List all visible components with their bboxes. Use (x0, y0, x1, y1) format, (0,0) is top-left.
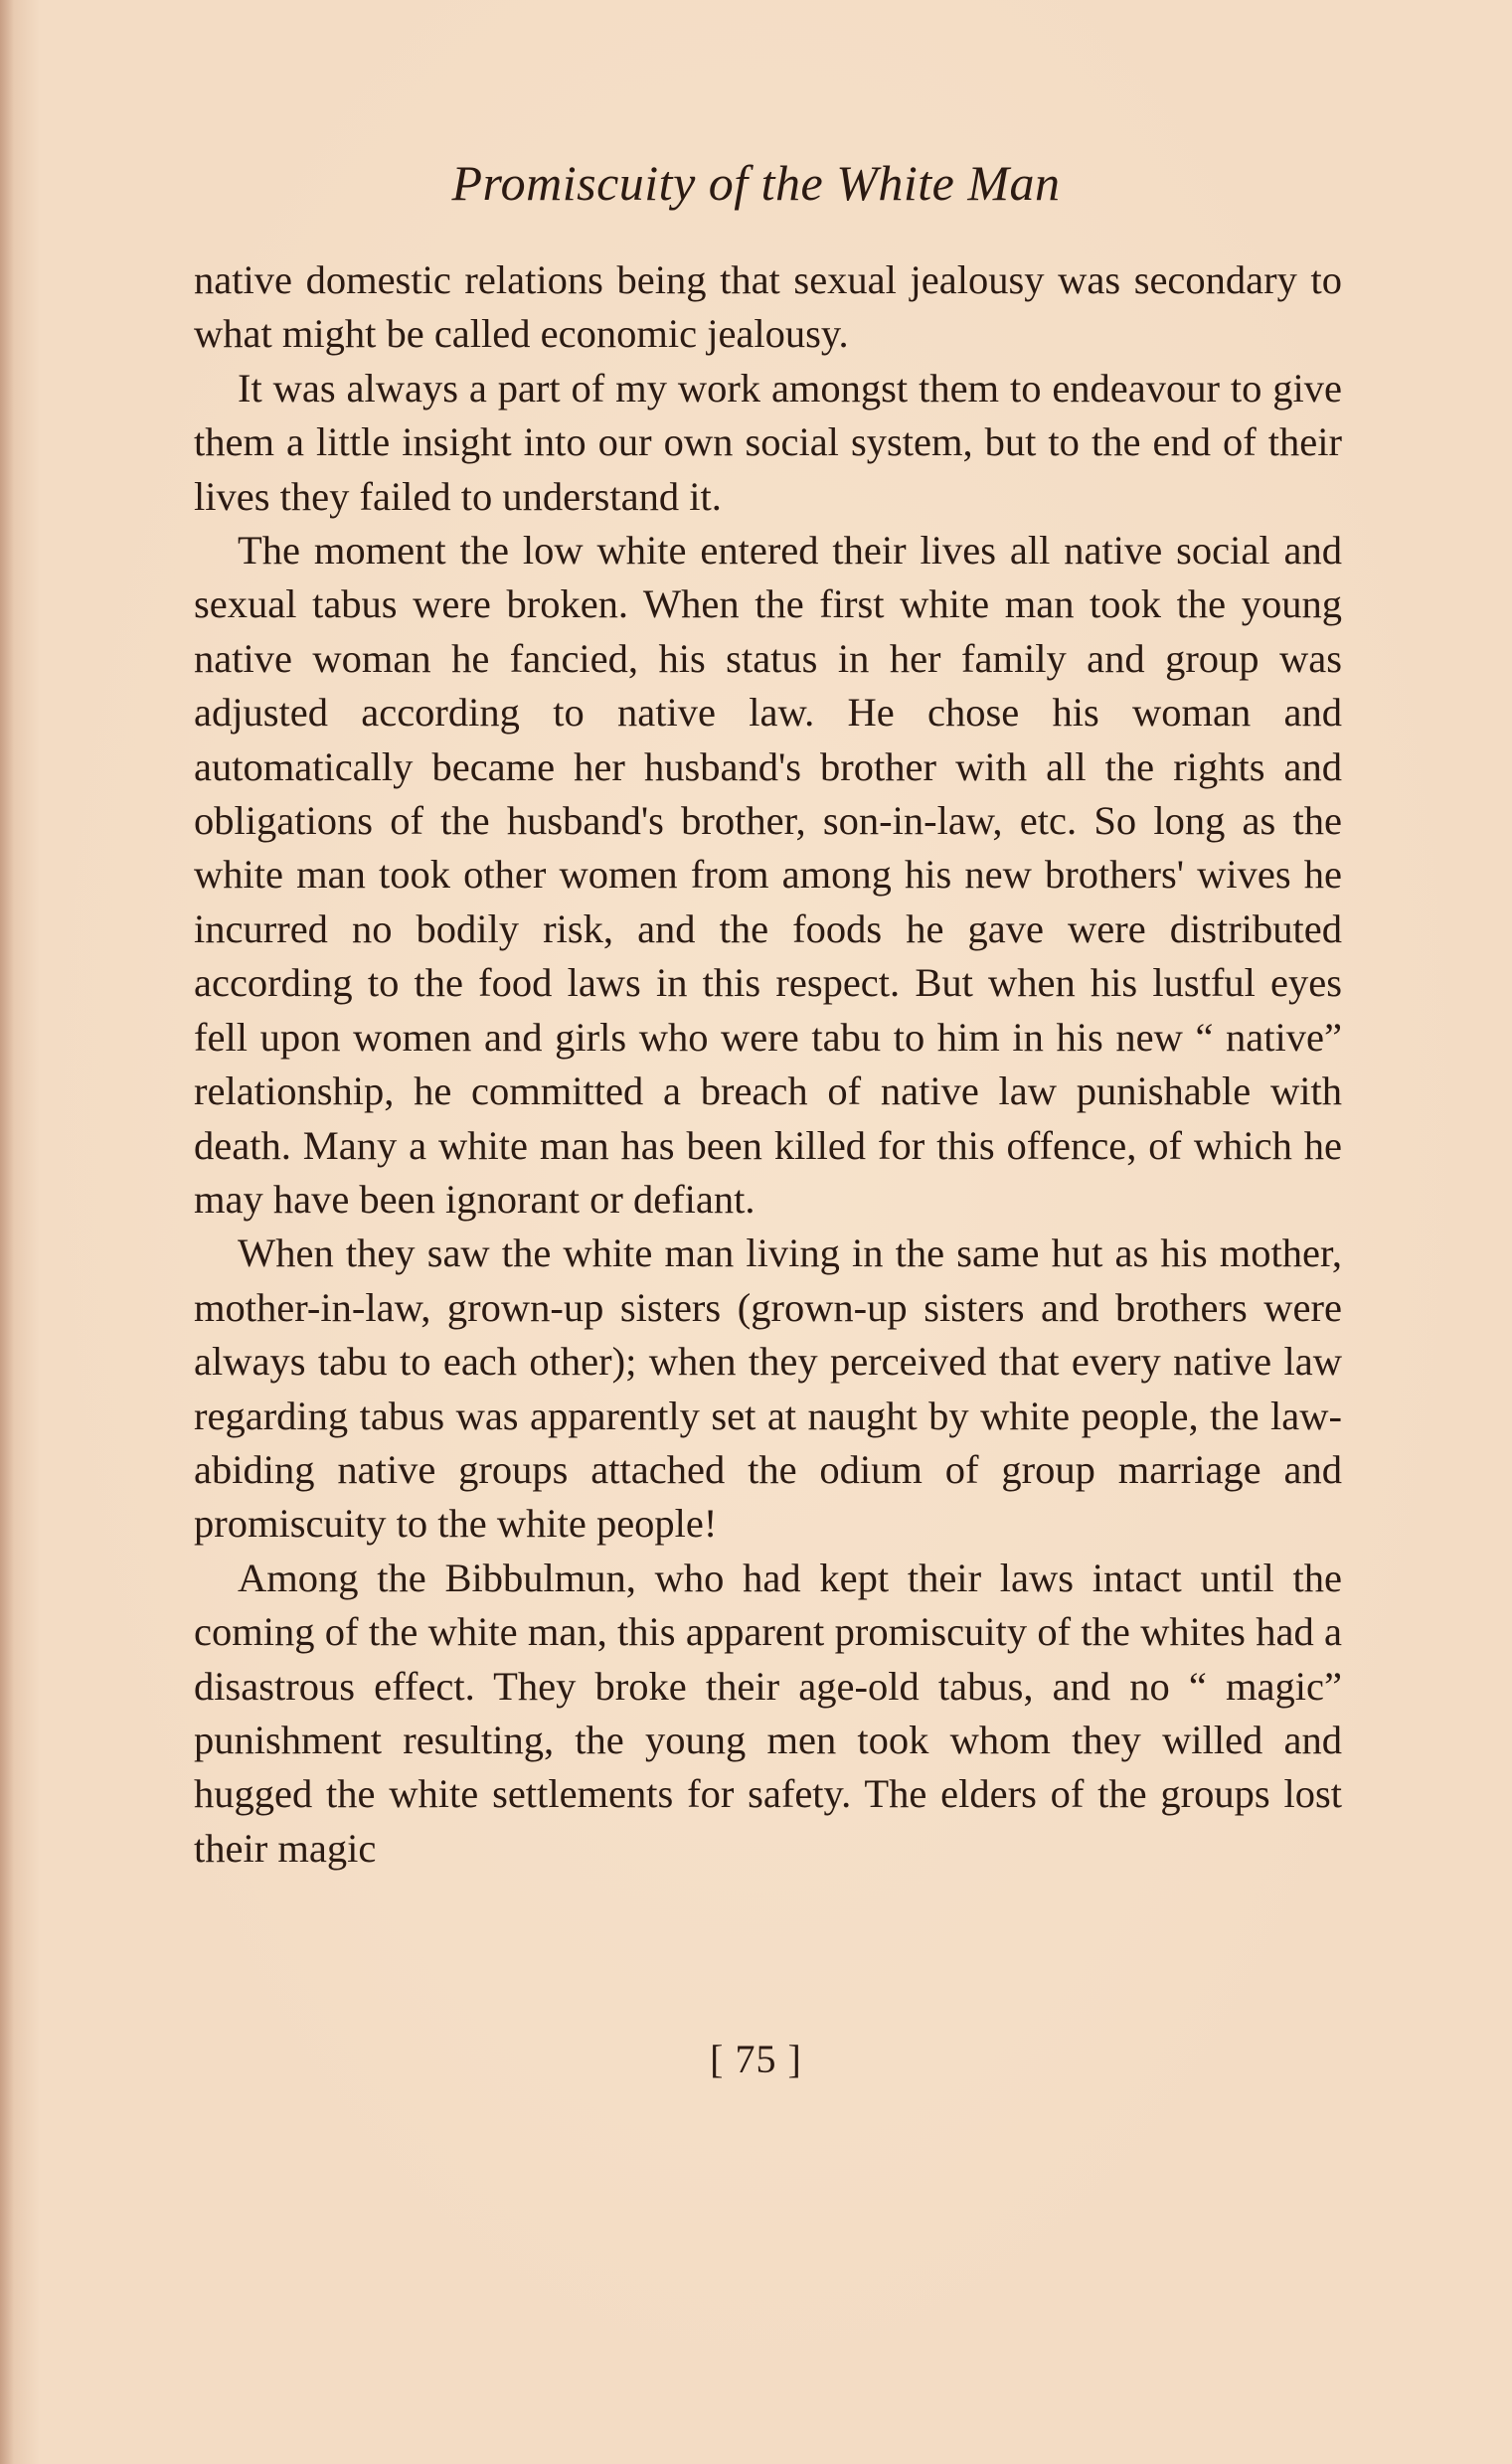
running-head: Promiscuity of the White Man (451, 155, 1061, 211)
paragraph-continued: native domestic relations being that sexual jealousy was secondary to what might be called economic jealousy. (194, 257, 1342, 357)
paragraph: Among the Bibbulmun, who had kept their laws intact until the coming of the white man, this apparent promiscuity of the whites had a disastrous effect. They broke their age-old tabus, and no “ magic” punishment resulting, the young men took whom they willed and hugged the white settlements for safety. The elders of the groups lost their magic (194, 1555, 1342, 1871)
paragraph: When they saw the white man living in the same hut as his mother, mother-in-law, grown-up sisters (grown-up sisters and brothers were always tabu to each other); when they perceived that every native law regarding tabus was apparently set at naught by white people, the law-abiding native groups attached the odium of group marriage and promiscuity to the white people! (194, 1231, 1342, 1547)
page-number: [ 75 ] (710, 2037, 802, 2081)
body-text (194, 253, 1342, 1876)
paragraph: The moment the low white entered their lives all native social and sexual tabus were broken. When the first white man took the young native woman he fancied, his status in her family and group was adjusted according to native law. He chose his woman and automatically became her husband's brother with all the rights and obligations of the husband's brother, son-in-law, etc. So long as the white man took other women from among his new brothers' wives he incurred no bodily risk, and the foods he gave were distributed according to the food laws in this respect. But when his lustful eyes fell upon women and girls who were tabu to him in his new “ native” relationship, he committed a breach of native law punishable with death. Many a white man has been killed for this offence, of which he may have been ignorant or defiant. (194, 528, 1342, 1222)
paragraph: It was always a part of my work amongst them to endeavour to give them a little insight into our own social system, but to the end of their lives they failed to understand it. (194, 365, 1342, 519)
page-gutter-shadow (0, 0, 14, 2464)
